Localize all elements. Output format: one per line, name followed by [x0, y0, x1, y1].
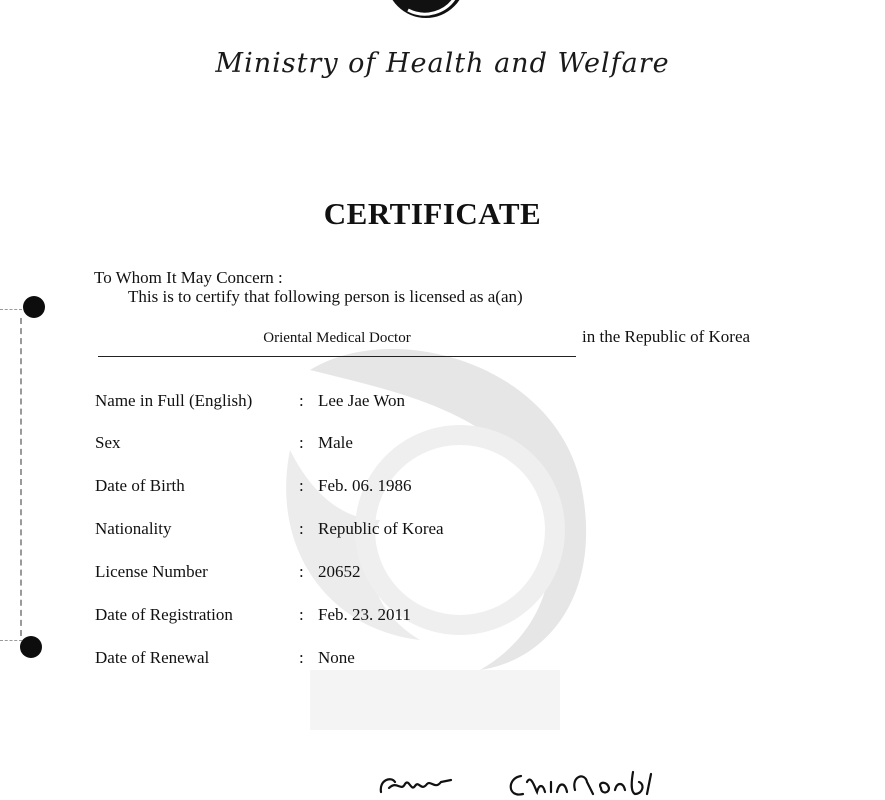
field-label-nationality: Nationality	[95, 519, 172, 538]
binding-hole-top	[23, 296, 45, 318]
jurisdiction-text: in the Republic of Korea	[582, 327, 751, 346]
field-label-dob: Date of Birth	[95, 476, 185, 495]
field-value-registration: Feb. 23. 2011	[318, 605, 411, 624]
field-label-license-number: License Number	[95, 562, 208, 581]
field-colon: :	[299, 391, 304, 410]
certification-statement: This is to certify that following person is licensed as a(an)	[128, 287, 523, 306]
field-label-name: Name in Full (English)	[95, 391, 253, 410]
ministry-heading: Ministry of Health and Welfare	[215, 48, 670, 79]
binding-hole-bottom	[20, 636, 42, 658]
field-value-license-number: 20652	[318, 562, 361, 581]
field-value-name: Lee Jae Won	[318, 391, 406, 410]
field-colon: :	[299, 605, 304, 624]
binding-stitch-top	[0, 309, 22, 310]
field-colon: :	[299, 648, 304, 667]
field-label-sex: Sex	[95, 433, 121, 452]
field-colon: :	[299, 433, 304, 452]
field-label-renewal: Date of Renewal	[95, 648, 210, 667]
signature-first	[375, 770, 455, 800]
watermark-emblem-icon	[250, 330, 610, 750]
certificate-title: CERTIFICATE	[323, 196, 542, 231]
profession-underline	[98, 356, 576, 357]
field-value-dob: Feb. 06. 1986	[318, 476, 412, 495]
salutation: To Whom It May Concern :	[94, 268, 283, 287]
signature-second	[505, 768, 665, 800]
binding-stitch	[20, 318, 22, 636]
field-label-registration: Date of Registration	[95, 605, 233, 624]
field-colon: :	[299, 562, 304, 581]
field-value-sex: Male	[318, 433, 353, 452]
binding-stitch-bottom	[0, 640, 22, 641]
field-colon: :	[299, 519, 304, 538]
field-colon: :	[299, 476, 304, 495]
emblem-icon	[386, 0, 466, 18]
profession-value: Oriental Medical Doctor	[263, 330, 411, 346]
field-value-nationality: Republic of Korea	[318, 519, 444, 538]
field-value-renewal: None	[318, 648, 355, 667]
